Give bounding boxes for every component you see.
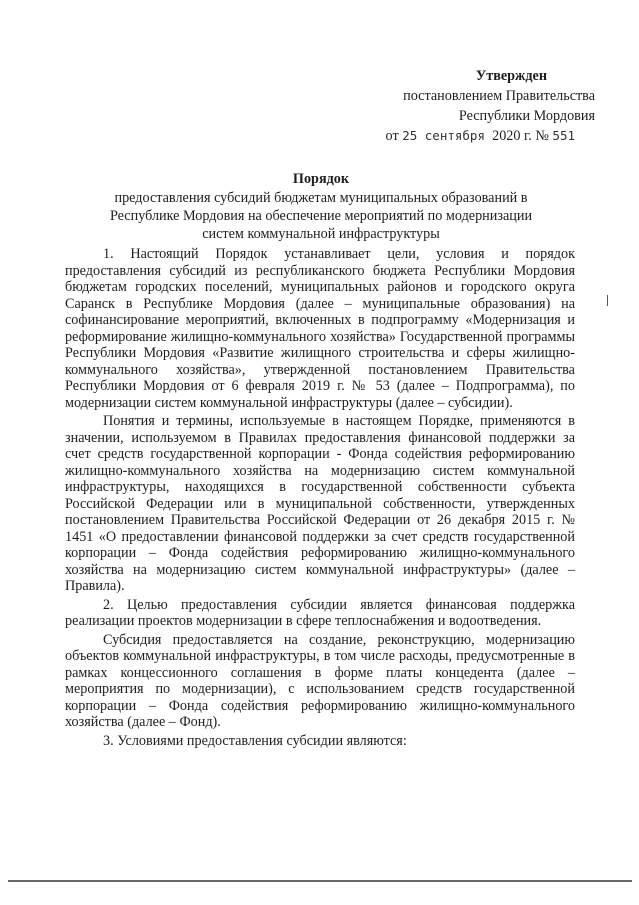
document-subtitle-line-1: предоставления субсидий бюджетам муниципальных образований в: [114, 190, 528, 206]
paragraph-1: 1. Настоящий Порядок устанавливает цели, условия и порядок предоставления субсидий из республиканского бюджета Республики Мордовия бюджетам городских поселений, муниципальных районов и городского округа Саранск в Республике Мордовия (далее – муниципальные образования) на софинансирование мероприятий, включенных в подпрограмму «Модернизация и реформирование жилищно-коммунального хозяйства» Государственной программы Республики Мордовия «Развитие жилищного строительства и сферы жилищно-коммунального хозяйства», утвержденной постановлением Правительства Республики Мордовия от 6 февраля 2019 г. № 53 (далее – Подпрограмма), по модернизации систем коммунальной инфраструктуры (далее – субсидии).: [65, 246, 575, 411]
paragraph-3: 2. Целью предоставления субсидии является финансовая поддержка реализации проектов модернизации в сфере теплоснабжения и водоотведения.: [65, 596, 575, 629]
approval-line-1: постановлением Правительства: [403, 88, 595, 104]
document-title-block: [70, 170, 572, 243]
approval-line-2: Республики Мордовия: [458, 108, 595, 124]
approval-date-prefix: от: [385, 128, 399, 144]
approval-date-line: [340, 126, 595, 146]
scan-bottom-edge: [8, 880, 632, 882]
paragraph-2: Понятия и термины, используемые в настоящем Порядке, применяются в значении, используемом в Правилах предоставления финансовой поддержки за счет средств государственной корпорации - Фонда содействия реформированию жилищно-коммунального хозяйства на модернизацию систем коммунальной инфраструктуры, находящихся в государственной собственности субъекта Российской Федерации или в муниципальной собственности, утвержденных постановлением Правительства Российской Федерации от 26 декабря 2015 г. № 1451 «О предоставлении финансовой поддержки за счет средств государственной корпорации – Фонда содействия реформированию жилищно-коммунального хозяйства на модернизацию систем коммунальной инфраструктуры» (далее – Правила).: [65, 413, 575, 594]
approval-year: 2020 г. №: [492, 128, 549, 144]
approval-title: Утвержден: [475, 68, 547, 84]
document-subtitle-line-2: Республике Мордовия на обеспечение мероприятий по модернизации: [109, 208, 533, 224]
approval-date-handwritten: 25 сентября: [402, 128, 485, 143]
paragraph-5: 3. Условиями предоставления субсидии являются:: [103, 732, 407, 749]
document-heading: Порядок: [292, 171, 350, 187]
document-subtitle-line-3: систем коммунальной инфраструктуры: [202, 226, 440, 242]
approval-number-handwritten: 551: [552, 128, 575, 143]
document-body: [65, 246, 575, 751]
scan-margin-mark: [607, 295, 608, 306]
paragraph-4: Субсидия предоставляется на создание, реконструкцию, модернизацию объектов коммунальной инфраструктуры, в том числе расходы, предусмотренные в рамках концессионного соглашения в форме платы концедента (далее – мероприятия по модернизации), с использованием средств государственной корпорации – Фонда содействия реформированию жилищно-коммунального хозяйства (далее – Фонд).: [65, 631, 575, 730]
approval-stamp: [340, 66, 595, 146]
